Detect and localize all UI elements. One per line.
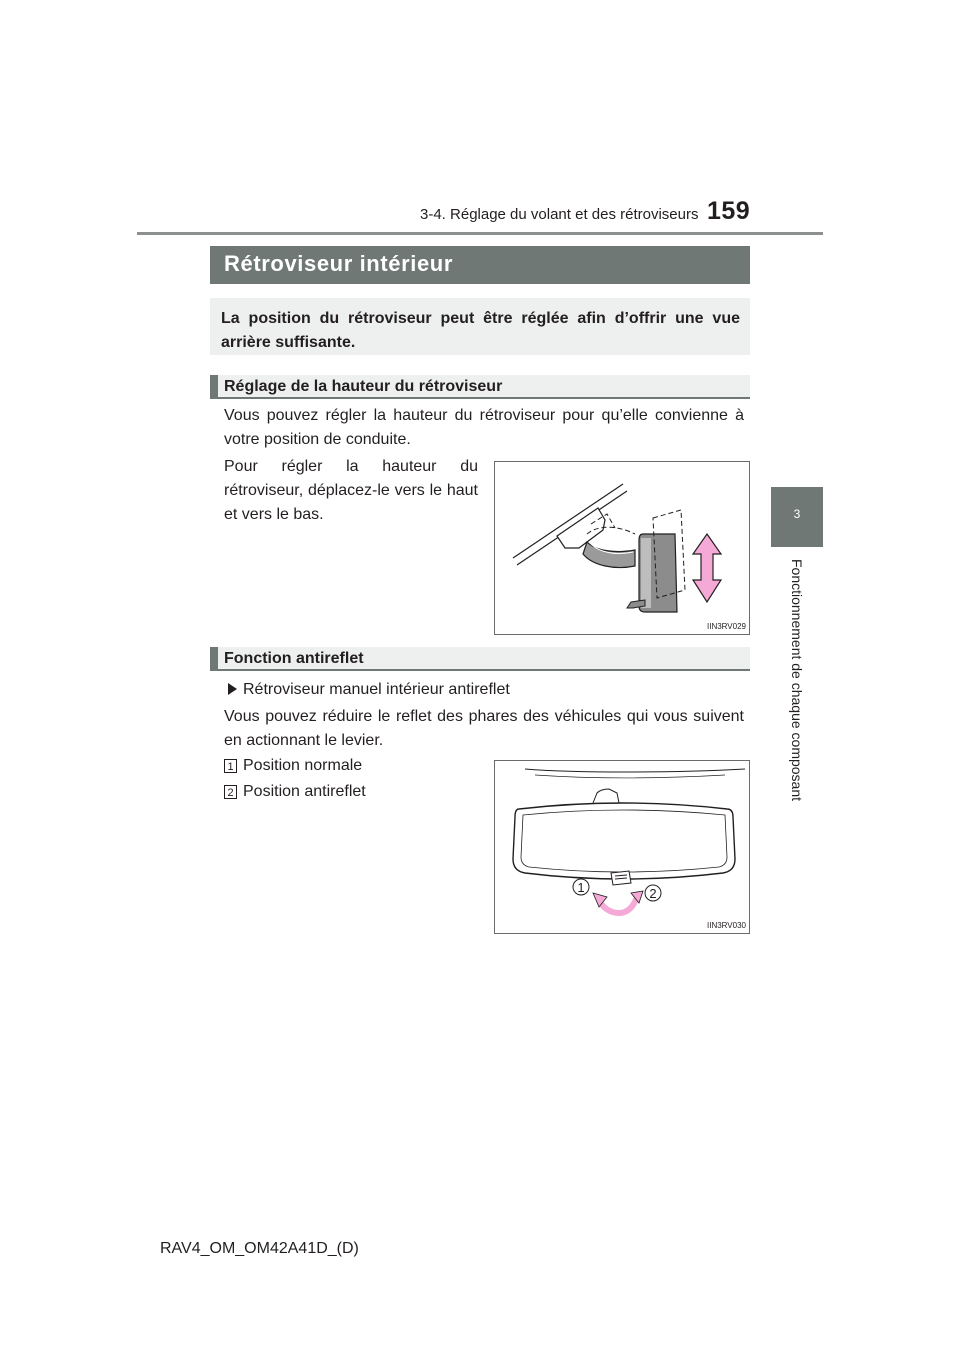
chapter-number: 3 <box>793 507 801 521</box>
item-label: Position antireflet <box>243 783 366 800</box>
figure-mirror-height <box>494 461 750 635</box>
section-heading-height <box>210 375 750 399</box>
item-number-box: 2 <box>224 785 237 799</box>
section-heading-antiglare <box>210 647 750 671</box>
heading-marker <box>210 375 218 397</box>
header-divider <box>137 232 823 235</box>
figure-code: IIN3RV030 <box>707 921 746 930</box>
section-heading-label: Réglage de la hauteur du rétroviseur <box>224 378 503 395</box>
page-title: Rétroviseur intérieur <box>224 251 454 276</box>
section-heading-label: Fonction antireflet <box>224 650 364 667</box>
heading-marker <box>210 647 218 669</box>
page-number: 159 <box>707 197 751 225</box>
bullet-icon <box>228 682 237 700</box>
chapter-label: Fonctionnement de chaque composant <box>789 558 805 802</box>
figure-label-2: 2 <box>649 886 657 901</box>
height-instruction: Pour régler la hauteur du rétroviseur, déplacez-le vers le haut et vers le bas. <box>224 458 478 523</box>
item-label: Position normale <box>243 757 363 774</box>
item-number-box: 1 <box>224 759 237 773</box>
mirror-antiglare-illustration <box>495 761 749 933</box>
section-breadcrumb: 3-4. Réglage du volant et des rétroviseurs <box>420 206 699 223</box>
figure-code: IIN3RV029 <box>707 622 746 631</box>
mirror-height-illustration <box>495 462 749 634</box>
intro-text: La position du rétroviseur peut être réglée afin d’offrir une vue arrière suffisante. <box>221 310 740 351</box>
figure-mirror-antiglare <box>494 760 750 934</box>
height-paragraph: Vous pouvez régler la hauteur du rétroviseur pour qu’elle convienne à votre position de conduite. <box>224 407 744 448</box>
bullet-text: Rétroviseur manuel intérieur antireflet <box>243 681 510 698</box>
antiglare-paragraph: Vous pouvez réduire le reflet des phares des véhicules qui vous suivent en actionnant le levier. <box>224 708 744 749</box>
document-code: RAV4_OM_OM42A41D_(D) <box>160 1240 359 1257</box>
figure-label-1: 1 <box>577 880 585 895</box>
